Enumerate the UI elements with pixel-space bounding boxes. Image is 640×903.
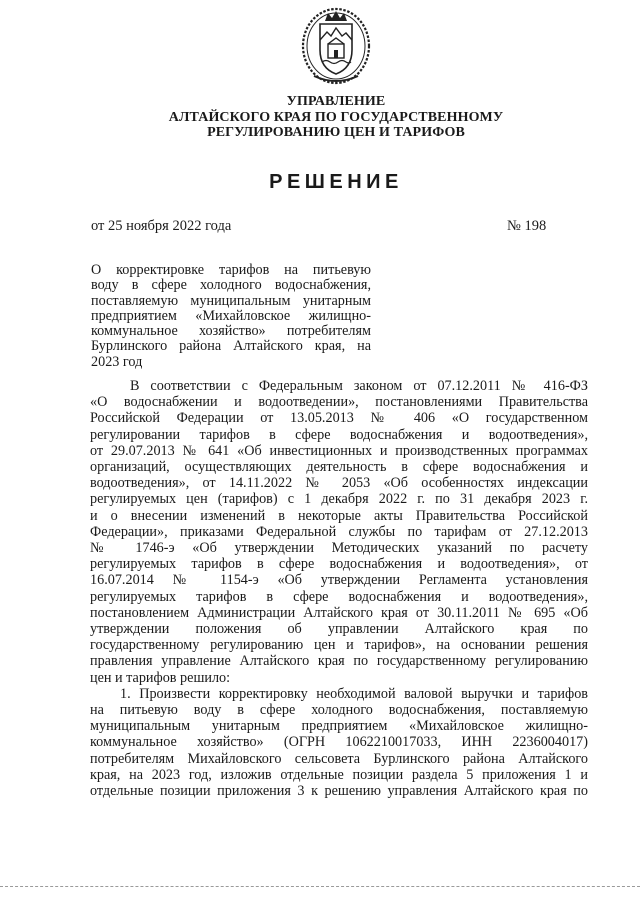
coat-of-arms-emblem-icon (300, 6, 372, 86)
body-line: муниципальным унитарным предприятием «Михайловское жилищно- (90, 718, 588, 735)
body-line: и о внесении изменений в некоторые акты Правительства Российской (90, 507, 588, 524)
subject-line: 2023 год (91, 353, 143, 370)
body-line: потребителям Михайловского сельсовета Бурлинского района Алтайского (90, 750, 588, 767)
document-date: от 25 ноября 2022 года (91, 218, 232, 234)
subject-line: воду в сфере холодного водоснабжения, (91, 277, 371, 294)
authority-line-1: УПРАВЛЕНИЕ (286, 94, 386, 109)
body-line: организаций, осуществляющих деятельность в сфере водоснабжения и (90, 459, 588, 476)
body-line: отдельные позиции приложения 3 к решению управления Алтайского края по (90, 783, 588, 800)
body-line: Российской Федерации от 13.05.2013 № 406 «О государственном (90, 410, 588, 427)
authority-line-3: РЕГУЛИРОВАНИЮ ЦЕН И ТАРИФОВ (207, 125, 465, 140)
document-subject (91, 263, 371, 370)
document-body (90, 378, 588, 799)
subject-line: предприятием «Михайловское жилищно- (91, 307, 371, 324)
body-line: государственному регулированию цен и тарифов», на основании решения (90, 637, 588, 654)
issuing-authority-title (0, 94, 640, 141)
body-line: регулировании тарифов в сфере водоснабжения и водоотведения», (90, 426, 588, 443)
body-line: на питьевую воду в сфере холодного водоснабжения, поставляемую (90, 702, 588, 719)
body-line: регулируемых тарифов в сфере водоснабжения и водоотведения», от (90, 556, 588, 573)
body-line: от 29.07.2013 № 641 «Об инвестиционных и производственных программах (90, 442, 588, 459)
body-line: регулируемых тарифов в сфере водоснабжения и водоотведения», (90, 588, 588, 605)
subject-line: Бурлинского района Алтайского края, на (91, 338, 371, 355)
body-line: цен и тарифов решило: (90, 669, 231, 686)
document-type-heading: РЕШЕНИЕ (269, 171, 403, 193)
body-line: «О водоснабжении и водоотведении», постановлениями Правительства (90, 394, 588, 411)
authority-line-2: АЛТАЙСКОГО КРАЯ ПО ГОСУДАРСТВЕННОМУ (168, 109, 504, 125)
body-line: Федерации», приказами Федеральной службы по тарифам от 27.12.2013 (90, 523, 588, 540)
subject-line: коммунальное хозяйство» потребителям (91, 323, 371, 340)
body-line: № 1746-э «Об утверждении Методических указаний по расчету (90, 540, 588, 557)
subject-line: поставляемую муниципальным унитарным (91, 292, 371, 309)
body-line: регулируемых цен (тарифов) с 1 декабря 2022 г. по 31 декабря 2023 г. (90, 491, 588, 508)
body-line: правления управление Алтайского края по государственному регулированию (90, 653, 588, 670)
body-line: коммунальное хозяйство» (ОГРН 1062210017033, ИНН 2236004017) (90, 734, 588, 751)
body-line: водоотведения», от 14.11.2022 № 2053 «Об особенностях индексации (90, 475, 588, 492)
body-line: 1. Произвести корректировку необходимой валовой выручки и тарифов (120, 685, 588, 702)
body-line: края, на 2023 год, изложив отдельные позиции раздела 5 приложения 1 и (90, 766, 588, 783)
subject-line: О корректировке тарифов на питьевую (91, 262, 371, 278)
page-bottom-edge (0, 886, 640, 887)
body-line: постановлением Администрации Алтайского края от 30.11.2011 № 695 «Об (90, 604, 588, 621)
body-line: 16.07.2014 № 1154-э «Об утверждении Регламента установления (90, 572, 588, 589)
body-line: В соответствии с Федеральным законом от 07.12.2011 № 416-ФЗ (130, 378, 588, 394)
document-number: № 198 (507, 218, 547, 234)
body-line: утверждении положения об управлении Алтайского края по (90, 621, 588, 638)
